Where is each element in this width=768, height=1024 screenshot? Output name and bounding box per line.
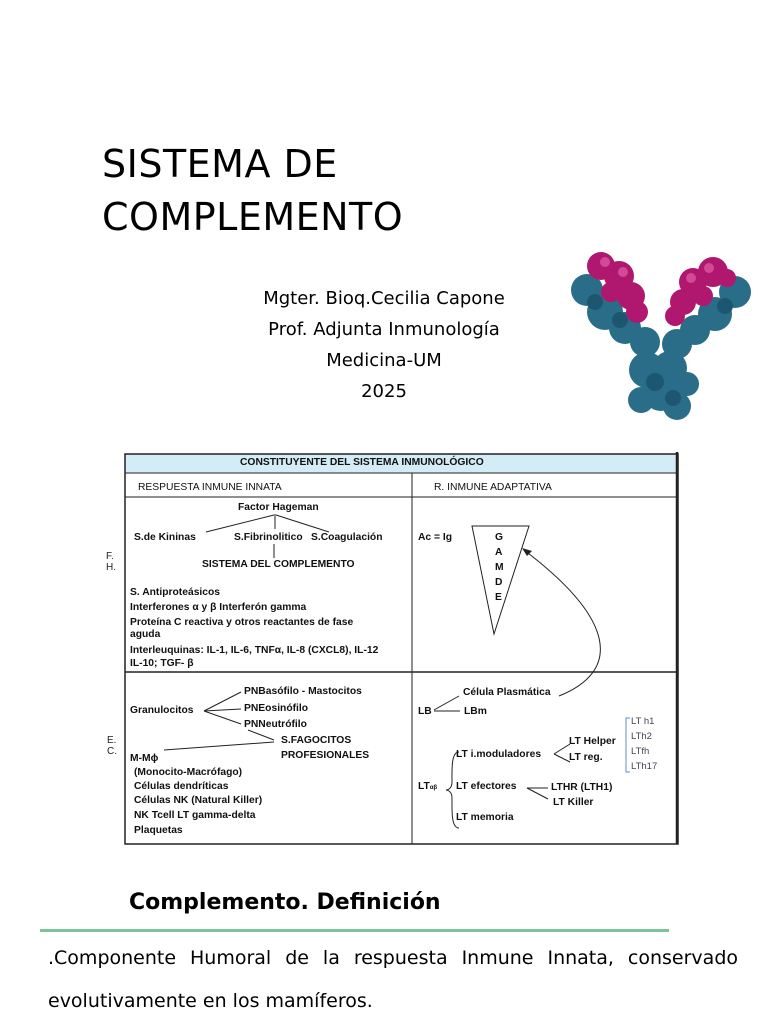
title-line-2: COMPLEMENTO bbox=[102, 195, 404, 240]
row-label-fh: F. H. bbox=[106, 551, 116, 573]
cellular-line: Células NK (Natural Killer) bbox=[134, 795, 263, 806]
table-header: CONSTITUYENTE DEL SISTEMA INMUNOLÓGICO bbox=[240, 457, 484, 468]
isotype-letter: A bbox=[495, 547, 503, 558]
slide-title bbox=[102, 138, 403, 244]
th-subset: LTh17 bbox=[631, 761, 658, 772]
profesionales: PROFESIONALES bbox=[281, 750, 370, 761]
cellular-line: Plaquetas bbox=[134, 825, 183, 836]
lt-reg: LT reg. bbox=[569, 752, 603, 763]
basofilo: PNBasófilo - Mastocitos bbox=[244, 686, 362, 697]
humoral-line: aguda bbox=[130, 629, 161, 640]
lb: LB bbox=[418, 706, 432, 717]
th-subset: LT h1 bbox=[631, 716, 655, 727]
isotype-letter: G bbox=[495, 532, 504, 543]
lt-ab: LTαβ bbox=[418, 781, 438, 792]
th-subset: LTh2 bbox=[631, 731, 652, 742]
immune-system-table bbox=[106, 452, 680, 846]
cellular-line: (Monocito-Macrófago) bbox=[134, 767, 243, 778]
th-subset: LTfh bbox=[631, 746, 650, 757]
cellular-line: Células dendríticas bbox=[134, 781, 229, 792]
lt-killer: LT Killer bbox=[553, 797, 594, 808]
isotype-letter: M bbox=[495, 562, 504, 573]
humoral-line: Interleuquinas: IL-1, IL-6, TNFα, IL-8 (CXCL8), IL-12 bbox=[130, 645, 379, 656]
sistema-complemento: SISTEMA DEL COMPLEMENTO bbox=[202, 559, 355, 570]
humoral-line: IL-10; TGF- β bbox=[130, 658, 194, 669]
eosinofilo: PNEosinófilo bbox=[244, 703, 309, 714]
lt-moduladores: LT i.moduladores bbox=[456, 749, 542, 760]
lt-efectores: LT efectores bbox=[456, 781, 517, 792]
fagocitos: S.FAGOCITOS bbox=[281, 735, 352, 746]
fibrinolitico: S.Fibrinolitico bbox=[234, 532, 303, 543]
kininas: S.de Kininas bbox=[134, 532, 196, 543]
author-line: 2025 bbox=[361, 381, 407, 402]
ac-ig: Ac = Ig bbox=[418, 532, 453, 543]
antibody-molecule-icon bbox=[565, 250, 765, 426]
column-header-adaptive: R. INMUNE ADAPTATIVA bbox=[434, 482, 552, 493]
monocito-label: M-Mϕ bbox=[130, 753, 159, 764]
section-title: Complemento. Definición bbox=[129, 890, 441, 915]
lbm: LBm bbox=[464, 706, 487, 717]
title-line-1: SISTEMA DE bbox=[102, 142, 338, 186]
lt-memoria: LT memoria bbox=[456, 812, 514, 823]
definition-paragraph-line-2: evolutivamente en los mamíferos. bbox=[48, 990, 373, 1012]
isotype-letter: E bbox=[495, 592, 502, 603]
author-line: Medicina-UM bbox=[326, 350, 442, 371]
humoral-line: S. Antiproteásicos bbox=[130, 587, 221, 598]
granulocitos: Granulocitos bbox=[130, 705, 194, 716]
author-line: Mgter. Bioq.Cecilia Capone bbox=[263, 288, 505, 309]
isotype-letter: D bbox=[495, 577, 503, 588]
factor-hageman: Factor Hageman bbox=[238, 502, 319, 513]
neutrofilo: PNNeutrófilo bbox=[244, 719, 307, 730]
coagulacion: S.Coagulación bbox=[311, 532, 383, 543]
definition-paragraph-line-1: .Componente Humoral de la respuesta Inmune Innata, conservado bbox=[48, 947, 738, 969]
lt-hr: LTHR (LTH1) bbox=[551, 782, 613, 793]
column-header-innate: RESPUESTA INMUNE INNATA bbox=[138, 482, 282, 493]
celula-plasmatica: Célula Plasmática bbox=[463, 687, 551, 698]
author-block bbox=[210, 283, 558, 407]
lt-helper: LT Helper bbox=[569, 736, 616, 747]
humoral-line: Interferones α y β Interferón gamma bbox=[130, 602, 307, 613]
author-line: Prof. Adjunta Inmunología bbox=[268, 319, 500, 340]
section-divider bbox=[40, 929, 669, 932]
cellular-line: NK Tcell LT gamma-delta bbox=[134, 810, 256, 821]
humoral-line: Proteína C reactiva y otros reactantes de fase bbox=[130, 617, 354, 628]
row-label-ec: E. C. bbox=[107, 735, 117, 757]
